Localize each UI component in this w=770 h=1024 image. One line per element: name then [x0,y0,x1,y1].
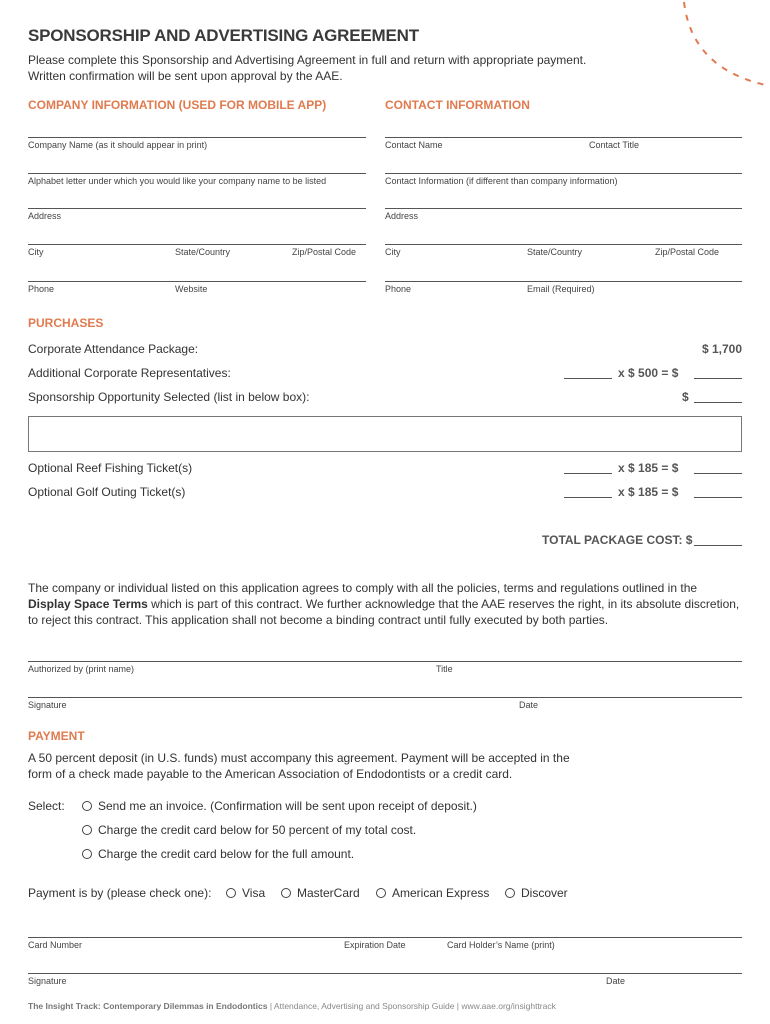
additional-reps-total-field[interactable] [694,378,742,379]
card-details-field[interactable] [28,937,742,938]
radio-circle-icon[interactable] [376,888,386,898]
company-phone-website-field[interactable] [28,281,366,282]
option-charge-50-percent[interactable]: Charge the credit card below for 50 percent of my total cost. [82,823,416,837]
signer-title-label: Title [436,664,453,674]
company-website-label: Website [175,284,208,294]
payment-heading: PAYMENT [28,729,85,743]
reef-fishing-total-field[interactable] [694,473,742,474]
select-label: Select: [28,799,65,813]
sponsorship-opportunity-box[interactable] [28,416,742,452]
additional-reps-qty-field[interactable] [564,378,612,379]
company-zip-label: Zip/Postal Code [292,247,357,257]
method-discover[interactable]: Discover [505,886,568,900]
reef-fishing-calc: x $ 185 = $ [618,461,679,475]
contact-name-field[interactable] [385,137,742,138]
golf-outing-qty-field[interactable] [564,497,612,498]
page-title: SPONSORSHIP AND ADVERTISING AGREEMENT [28,26,419,45]
total-package-cost-field[interactable] [694,545,742,546]
contact-phone-label: Phone [385,284,412,294]
alphabet-letter-label: Alphabet letter under which you would like your company name to be listed [28,176,327,186]
company-info-heading: COMPANY INFORMATION (USED FOR MOBILE APP) [28,98,327,112]
company-phone-label: Phone [28,284,55,294]
golf-outing-calc: x $ 185 = $ [618,485,679,499]
company-name-label: Company Name (as it should appear in print) [28,140,208,150]
card-number-label: Card Number [28,940,83,950]
company-state-label: State/Country [175,247,231,257]
card-signature-field[interactable] [28,973,742,974]
sponsorship-total-field[interactable] [694,402,742,403]
radio-circle-icon[interactable] [82,801,92,811]
corporate-package-price: $ 1,700 [701,342,742,356]
sponsorship-calc: $ [682,390,689,404]
card-signature-label: Signature [28,976,67,986]
payment-method-label: Payment is by (please check one): [28,886,212,900]
contact-info-label: Contact Information (if different than company information) [385,176,618,186]
company-address-label: Address [28,211,62,221]
contact-address-field[interactable] [385,208,742,209]
total-package-cost-label: TOTAL PACKAGE COST: $ [542,533,693,547]
intro-text: Please complete this Sponsorship and Advertising Agreement in full and return with appropriate payment. Written confirmation will be sent upon approval by the AAE. [28,53,587,83]
golf-outing-total-field[interactable] [694,497,742,498]
alphabet-letter-field[interactable] [28,173,366,174]
company-city-state-zip-field[interactable] [28,244,366,245]
radio-circle-icon[interactable] [281,888,291,898]
contact-title-label: Contact Title [589,140,640,150]
method-mastercard[interactable]: MasterCard [281,886,360,900]
payment-text: A 50 percent deposit (in U.S. funds) must accompany this agreement. Payment will be accepted in the form of a check made payable to the American Association of Endodontists or a credit card. [28,751,570,781]
method-visa[interactable]: Visa [226,886,265,900]
sponsorship-label: Sponsorship Opportunity Selected (list in below box): [28,390,310,404]
expiration-date-label: Expiration Date [344,940,406,950]
contact-city-label: City [385,247,401,257]
contact-state-label: State/Country [527,247,583,257]
signature-field[interactable] [28,697,742,698]
authorized-by-field[interactable] [28,661,742,662]
contact-zip-label: Zip/Postal Code [655,247,720,257]
signature-date-label: Date [519,700,539,710]
terms-paragraph: The company or individual listed on this application agrees to comply with all the policies, terms and regulations outlined in the Display Space Terms which is part of this contract. We further acknowledge that the AAE reserves the right, in its absolute discretion, to reject this contract. This application shall not become a binding contract until fully executed by both parties. [28,581,740,627]
option-charge-full[interactable]: Charge the credit card below for the full amount. [82,847,354,861]
contact-email-label: Email (Required) [527,284,595,294]
reef-fishing-label: Optional Reef Fishing Ticket(s) [28,461,193,475]
authorized-by-label: Authorized by (print name) [28,664,135,674]
contact-city-state-zip-field[interactable] [385,244,742,245]
purchases-heading: PURCHASES [28,316,104,330]
company-name-field[interactable] [28,137,366,138]
company-city-label: City [28,247,44,257]
contact-info-field[interactable] [385,173,742,174]
signature-label: Signature [28,700,67,710]
contact-info-heading: CONTACT INFORMATION [385,98,530,112]
card-date-label: Date [606,976,626,986]
contact-address-label: Address [385,211,419,221]
method-american-express[interactable]: American Express [376,886,489,900]
display-space-terms: Display Space Terms [28,597,148,611]
company-address-field[interactable] [28,208,366,209]
contact-name-label: Contact Name [385,140,443,150]
radio-circle-icon[interactable] [505,888,515,898]
golf-outing-label: Optional Golf Outing Ticket(s) [28,485,186,499]
radio-circle-icon[interactable] [82,849,92,859]
decorative-dashed-arc [670,0,770,100]
additional-reps-calc: x $ 500 = $ [618,366,679,380]
contact-phone-email-field[interactable] [385,281,742,282]
corporate-package-label: Corporate Attendance Package: [28,342,199,356]
card-holder-label: Card Holder’s Name (print) [447,940,555,950]
reef-fishing-qty-field[interactable] [564,473,612,474]
additional-reps-label: Additional Corporate Representatives: [28,366,231,380]
radio-circle-icon[interactable] [226,888,236,898]
footer: The Insight Track: Contemporary Dilemmas in Endodontics | Attendance, Advertising and Sponsorship Guide | www.aae.org/insighttrack [28,1001,556,1011]
option-invoice[interactable]: Send me an invoice. (Confirmation will be sent upon receipt of deposit.) [82,799,477,813]
radio-circle-icon[interactable] [82,825,92,835]
